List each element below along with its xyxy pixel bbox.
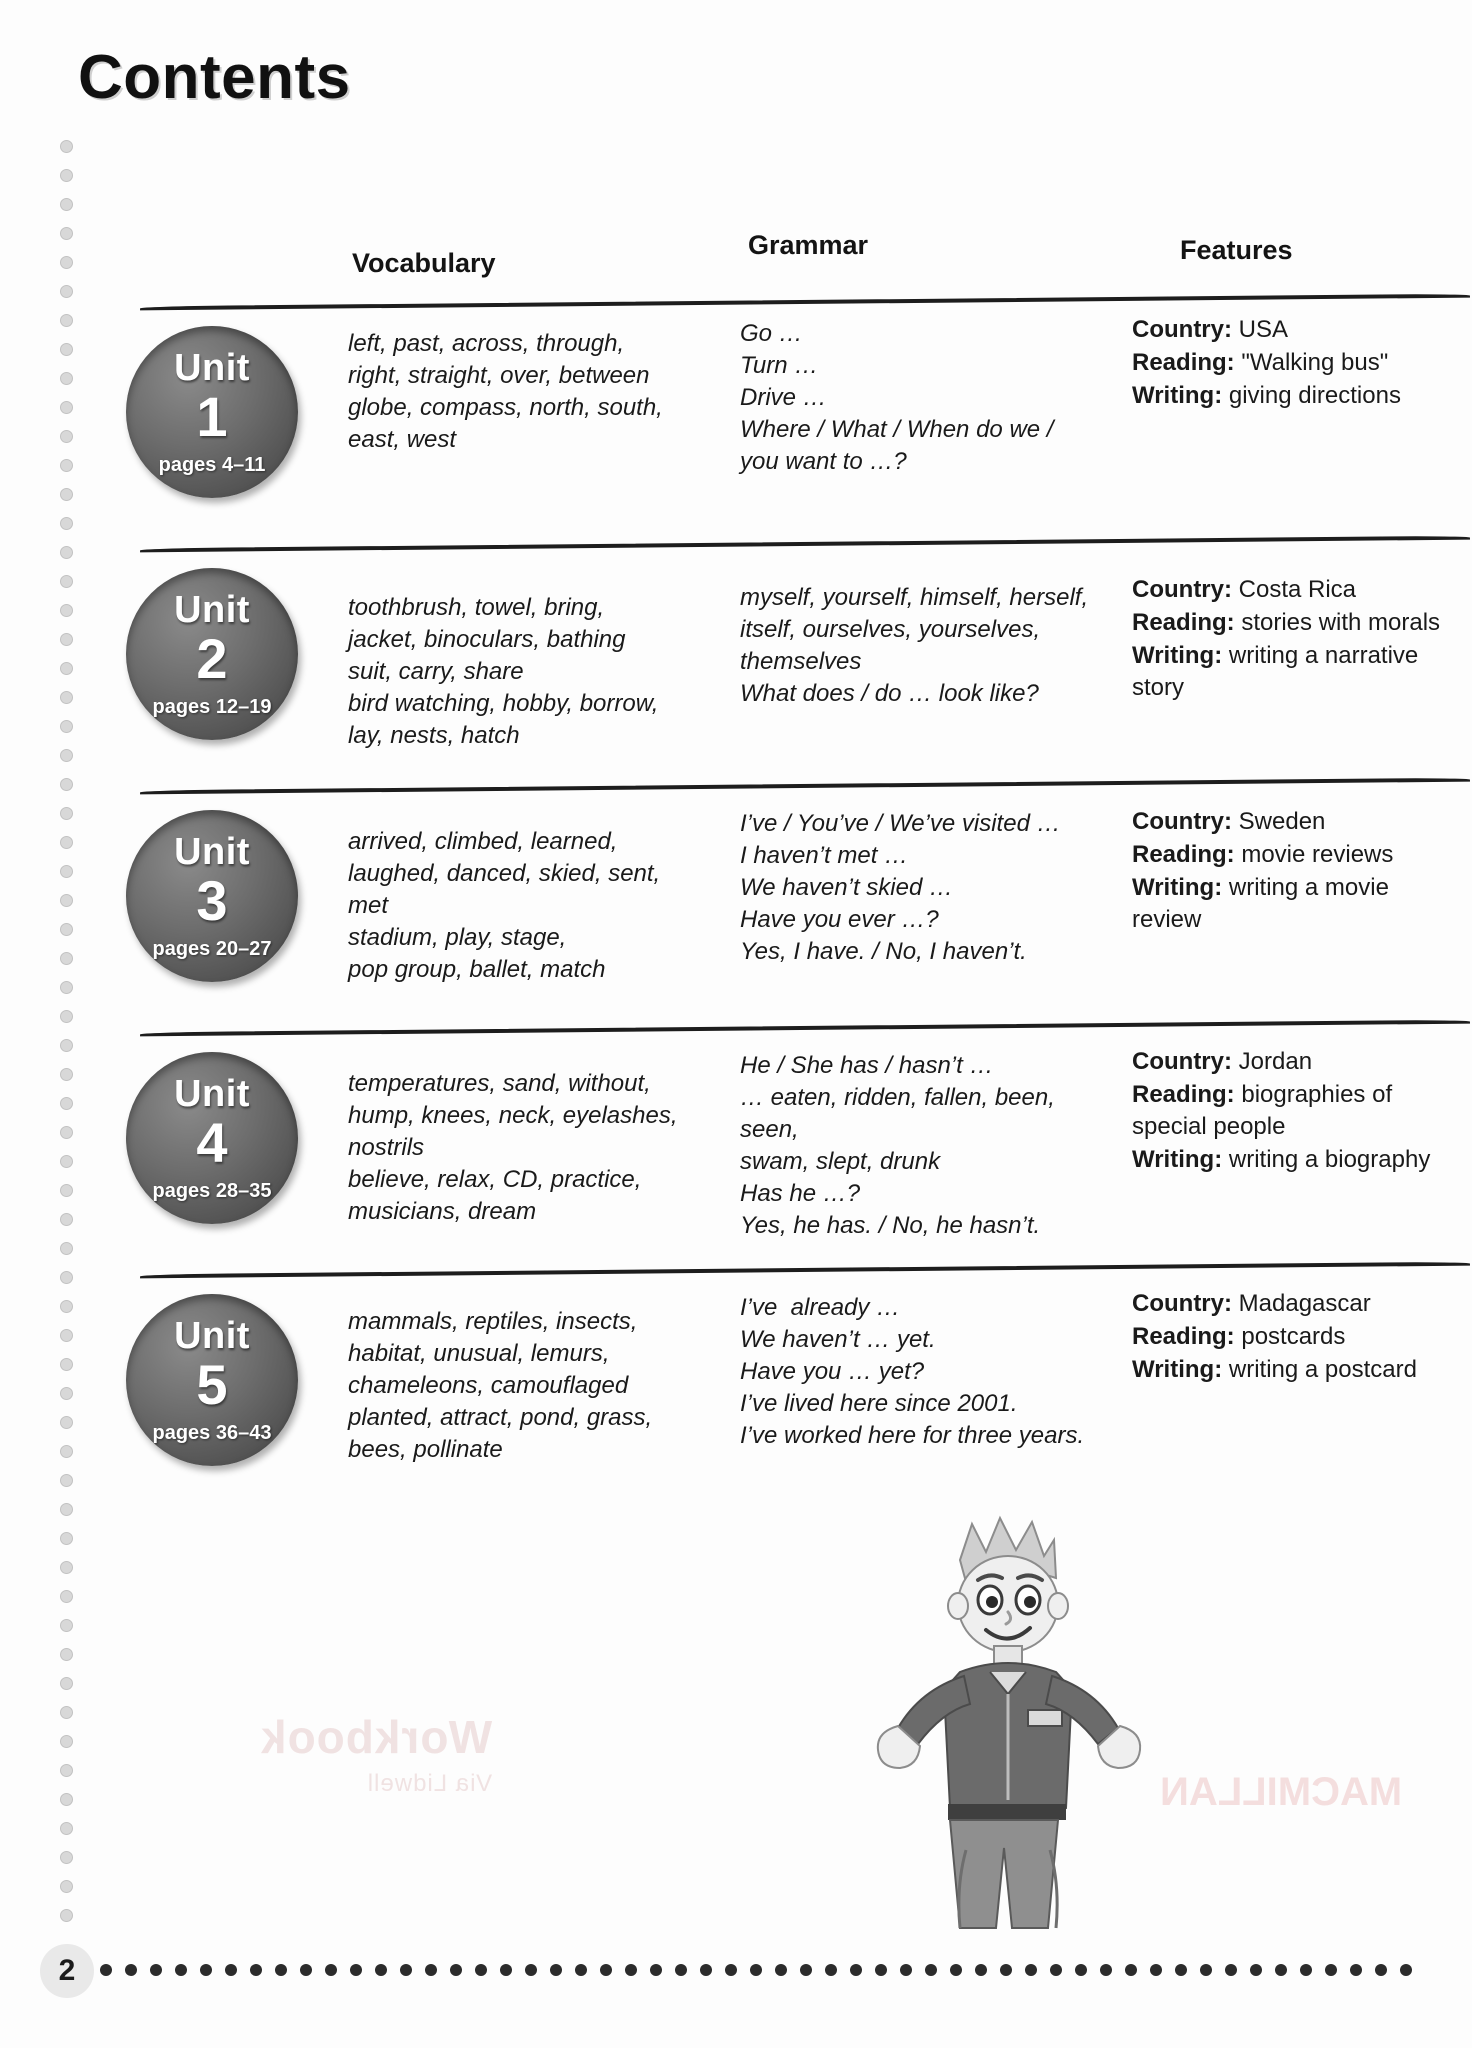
unit-features xyxy=(1132,314,1452,413)
unit-features xyxy=(1132,1046,1452,1177)
spiral-hole xyxy=(60,807,73,820)
grammar-line: Have you … yet? xyxy=(740,1357,925,1385)
rule-dot xyxy=(275,1964,287,1976)
rule-dot xyxy=(525,1964,537,1976)
rule-dot xyxy=(325,1964,337,1976)
spiral-hole xyxy=(60,604,73,617)
rule-dot xyxy=(675,1964,687,1976)
spiral-hole xyxy=(60,1445,73,1458)
feature-line: Reading: stories with morals xyxy=(1132,608,1441,636)
column-header-features: Features xyxy=(1180,235,1293,265)
rule-dot xyxy=(1075,1964,1087,1976)
spiral-hole xyxy=(60,1561,73,1574)
spiral-hole xyxy=(60,1358,73,1371)
units-table xyxy=(110,300,1440,1510)
grammar-line: Yes, I have. / No, I haven’t. xyxy=(740,937,1027,965)
row-divider xyxy=(140,294,1470,311)
vocabulary-line: east, west xyxy=(348,425,457,453)
column-header-grammar: Grammar xyxy=(748,230,869,260)
grammar-line: Turn … xyxy=(740,351,819,379)
feature-label: Reading: xyxy=(1132,348,1235,376)
rule-dot xyxy=(1050,1964,1062,1976)
feature-line: Reading: "Walking bus" xyxy=(1132,348,1389,376)
spiral-hole xyxy=(60,343,73,356)
rule-dot xyxy=(1100,1964,1112,1976)
vocabulary-line: hump, knees, neck, eyelashes, xyxy=(348,1101,678,1129)
grammar-line: you want to …? xyxy=(740,447,907,475)
spiral-hole xyxy=(60,1880,73,1893)
vocabulary-line: bees, pollinate xyxy=(348,1435,503,1463)
feature-line: Reading: postcards xyxy=(1132,1322,1346,1350)
vocabulary-line: stadium, play, stage, xyxy=(348,923,567,951)
spiral-hole xyxy=(60,488,73,501)
unit-word: Unit xyxy=(174,1073,250,1115)
rule-dot xyxy=(100,1964,112,1976)
spiral-hole xyxy=(60,865,73,878)
unit-number: 4 xyxy=(196,1111,228,1174)
spiral-hole xyxy=(60,1706,73,1719)
spiral-hole xyxy=(60,720,73,733)
page-number: 2 xyxy=(40,1944,94,1998)
vocabulary-line: believe, relax, CD, practice, xyxy=(348,1165,642,1193)
table-row xyxy=(110,784,1440,1026)
rule-dot xyxy=(725,1964,737,1976)
spiral-hole xyxy=(60,372,73,385)
rule-dot xyxy=(1325,1964,1337,1976)
unit-grammar xyxy=(740,808,1110,968)
rule-dot xyxy=(575,1964,587,1976)
rule-dot xyxy=(475,1964,487,1976)
rule-dot xyxy=(375,1964,387,1976)
vocabulary-line: chameleons, camouflaged xyxy=(348,1371,629,1399)
table-row xyxy=(110,1026,1440,1268)
spiral-hole xyxy=(60,227,73,240)
unit-grammar xyxy=(740,1050,1110,1241)
rule-dot xyxy=(1375,1964,1387,1976)
rule-dot xyxy=(125,1964,137,1976)
feature-label: Country: xyxy=(1132,1290,1232,1317)
table-row xyxy=(110,542,1440,784)
grammar-line: itself, ourselves, yourselves, xyxy=(740,615,1041,643)
spiral-hole xyxy=(60,1155,73,1168)
vocabulary-line: left, past, across, through, xyxy=(348,330,625,357)
spiral-hole xyxy=(60,546,73,559)
spiral-hole xyxy=(60,1764,73,1777)
feature-label: Country: xyxy=(1132,1048,1232,1075)
watermark-publisher: MACMILLAN xyxy=(1159,1770,1402,1814)
rule-dot xyxy=(200,1964,212,1976)
rule-dot xyxy=(800,1964,812,1976)
grammar-line: I’ve worked here for three years. xyxy=(740,1421,1085,1449)
rule-dot xyxy=(600,1964,612,1976)
page-title: Contents xyxy=(78,43,351,112)
feature-label: Writing: xyxy=(1132,1355,1223,1383)
unit-word: Unit xyxy=(174,589,250,631)
unit-number: 1 xyxy=(196,385,228,448)
spiral-hole xyxy=(60,1300,73,1313)
unit-vocabulary xyxy=(348,328,678,456)
spiral-hole xyxy=(60,1184,73,1197)
watermark-title: Workbook xyxy=(260,1711,493,1763)
unit-features xyxy=(1132,806,1452,937)
grammar-line: I’ve already … xyxy=(740,1294,901,1321)
vocabulary-line: habitat, unusual, lemurs, xyxy=(348,1339,610,1367)
spiral-hole xyxy=(60,1271,73,1284)
spiral-hole xyxy=(60,1822,73,1835)
spiral-hole xyxy=(60,140,73,153)
spiral-hole xyxy=(60,285,73,298)
spiral-hole xyxy=(60,459,73,472)
grammar-line: … eaten, ridden, fallen, been, seen, xyxy=(740,1083,1062,1143)
rule-dot xyxy=(450,1964,462,1976)
rule-dot xyxy=(400,1964,412,1976)
vocabulary-line: arrived, climbed, learned, xyxy=(348,828,618,855)
unit-word: Unit xyxy=(174,1315,250,1357)
spiral-hole xyxy=(60,1648,73,1661)
grammar-line: He / She has / hasn’t … xyxy=(740,1052,994,1079)
rule-dot xyxy=(1000,1964,1012,1976)
unit-grammar xyxy=(740,582,1110,710)
unit-pages: pages 4–11 xyxy=(158,454,266,476)
vocabulary-line: jacket, binoculars, bathing xyxy=(348,625,626,653)
spiral-hole xyxy=(60,1387,73,1400)
rule-dot xyxy=(925,1964,937,1976)
grammar-line: We haven’t … yet. xyxy=(740,1325,936,1353)
spiral-hole xyxy=(60,1851,73,1864)
spiral-hole xyxy=(60,981,73,994)
unit-pages: pages 20–27 xyxy=(152,938,272,960)
feature-label: Writing: xyxy=(1132,381,1223,409)
spiral-hole xyxy=(60,430,73,443)
vocabulary-line: pop group, ballet, match xyxy=(348,955,606,983)
unit-word: Unit xyxy=(174,347,250,389)
unit-features xyxy=(1132,1288,1452,1387)
spiral-hole xyxy=(60,1590,73,1603)
spiral-hole xyxy=(60,1474,73,1487)
table-row xyxy=(110,300,1440,542)
unit-number: 5 xyxy=(196,1353,228,1416)
vocabulary-line: globe, compass, north, south, xyxy=(348,393,663,421)
grammar-line: Where / What / When do we / xyxy=(740,415,1054,443)
rule-dot xyxy=(1250,1964,1262,1976)
unit-badge[interactable] xyxy=(126,568,298,740)
unit-badge[interactable] xyxy=(126,1052,298,1224)
vocabulary-line: planted, attract, pond, grass, xyxy=(348,1403,653,1431)
rule-dot xyxy=(250,1964,262,1976)
rule-dot xyxy=(775,1964,787,1976)
spiral-hole xyxy=(60,691,73,704)
spiral-hole xyxy=(60,1909,73,1922)
rule-dot xyxy=(875,1964,887,1976)
watermark-subtitle: Via Lidwell xyxy=(366,1770,493,1797)
grammar-line: Yes, he has. / No, he hasn’t. xyxy=(740,1211,1041,1239)
unit-pages: pages 12–19 xyxy=(152,696,272,718)
rule-dot xyxy=(975,1964,987,1976)
spiral-hole xyxy=(60,517,73,530)
spiral-hole xyxy=(60,836,73,849)
feature-line: Reading: movie reviews xyxy=(1132,840,1394,868)
vocabulary-line: lay, nests, hatch xyxy=(348,721,520,749)
vocabulary-line: musicians, dream xyxy=(348,1197,537,1225)
boy-illustration xyxy=(840,1500,1180,1930)
feature-line: Country: Sweden xyxy=(1132,808,1326,835)
rule-dot xyxy=(550,1964,562,1976)
feature-line: Country: Costa Rica xyxy=(1132,576,1357,603)
spiral-binding xyxy=(60,140,82,1930)
grammar-line: themselves xyxy=(740,647,862,675)
feature-label: Country: xyxy=(1132,576,1232,603)
spiral-hole xyxy=(60,1619,73,1632)
rule-dot xyxy=(1275,1964,1287,1976)
rule-dot xyxy=(1025,1964,1037,1976)
feature-line: Country: Jordan xyxy=(1132,1048,1313,1075)
rule-dot xyxy=(225,1964,237,1976)
spiral-hole xyxy=(60,198,73,211)
feature-label: Writing: xyxy=(1132,641,1223,669)
unit-grammar xyxy=(740,1292,1110,1452)
vocabulary-line: mammals, reptiles, insects, xyxy=(348,1308,638,1335)
spiral-hole xyxy=(60,662,73,675)
spiral-hole xyxy=(60,1532,73,1545)
grammar-line: I’ve / You’ve / We’ve visited … xyxy=(740,810,1061,837)
feature-label: Country: xyxy=(1132,316,1232,343)
vocabulary-line: laughed, danced, skied, sent, xyxy=(348,859,661,887)
feature-line: Writing: writing a biography xyxy=(1132,1145,1431,1173)
feature-line: Writing: writing a movie review xyxy=(1132,873,1396,933)
vocabulary-line: suit, carry, share xyxy=(348,657,524,685)
spiral-hole xyxy=(60,1503,73,1516)
spiral-hole xyxy=(60,1010,73,1023)
unit-vocabulary xyxy=(348,592,678,752)
feature-label: Writing: xyxy=(1132,873,1223,901)
rule-dot xyxy=(1200,1964,1212,1976)
rule-dot xyxy=(1175,1964,1187,1976)
grammar-line: Go … xyxy=(740,320,803,347)
vocabulary-line: temperatures, sand, without, xyxy=(348,1070,651,1097)
feature-line: Writing: writing a postcard xyxy=(1132,1355,1417,1383)
feature-line: Writing: giving directions xyxy=(1132,381,1401,409)
column-header-vocabulary: Vocabulary xyxy=(352,248,496,278)
spiral-hole xyxy=(60,314,73,327)
spiral-hole xyxy=(60,169,73,182)
rule-dot xyxy=(950,1964,962,1976)
spiral-hole xyxy=(60,1126,73,1139)
spiral-hole xyxy=(60,1242,73,1255)
feature-label: Reading: xyxy=(1132,608,1235,636)
rule-dot xyxy=(850,1964,862,1976)
spiral-hole xyxy=(60,1735,73,1748)
watermark-workbook xyxy=(260,1710,492,1798)
rule-dot xyxy=(1225,1964,1237,1976)
rule-dot xyxy=(825,1964,837,1976)
grammar-line: I haven’t met … xyxy=(740,841,909,869)
spiral-hole xyxy=(60,401,73,414)
vocabulary-line: met xyxy=(348,891,389,919)
rule-dot xyxy=(900,1964,912,1976)
feature-line: Reading: biographies of special people xyxy=(1132,1080,1399,1140)
spiral-hole xyxy=(60,894,73,907)
spiral-hole xyxy=(60,1039,73,1052)
unit-badge[interactable] xyxy=(126,326,298,498)
rule-dot xyxy=(350,1964,362,1976)
rule-dot xyxy=(650,1964,662,1976)
grammar-line: What does / do … look like? xyxy=(740,679,1039,707)
spiral-hole xyxy=(60,778,73,791)
vocabulary-line: toothbrush, towel, bring, xyxy=(348,594,605,621)
unit-badge[interactable] xyxy=(126,810,298,982)
feature-label: Country: xyxy=(1132,808,1232,835)
rule-dot xyxy=(425,1964,437,1976)
grammar-line: swam, slept, drunk xyxy=(740,1147,941,1175)
rule-dot xyxy=(500,1964,512,1976)
rule-dot xyxy=(175,1964,187,1976)
spiral-hole xyxy=(60,256,73,269)
feature-label: Reading: xyxy=(1132,1080,1235,1108)
spiral-hole xyxy=(60,1416,73,1429)
unit-badge[interactable] xyxy=(126,1294,298,1466)
spiral-hole xyxy=(60,1068,73,1081)
rule-dot xyxy=(1400,1964,1412,1976)
unit-features xyxy=(1132,574,1452,705)
table-row xyxy=(110,1268,1440,1510)
grammar-line: We haven’t skied … xyxy=(740,873,953,901)
rule-dot xyxy=(150,1964,162,1976)
spiral-hole xyxy=(60,923,73,936)
spiral-hole xyxy=(60,952,73,965)
unit-pages: pages 28–35 xyxy=(152,1180,272,1202)
feature-line: Writing: writing a narrative story xyxy=(1132,641,1425,701)
rule-dot xyxy=(1150,1964,1162,1976)
unit-pages: pages 36–43 xyxy=(152,1422,272,1444)
grammar-line: myself, yourself, himself, herself, xyxy=(740,584,1089,611)
grammar-line: I’ve lived here since 2001. xyxy=(740,1389,1018,1417)
vocabulary-line: right, straight, over, between xyxy=(348,361,650,389)
vocabulary-line: bird watching, hobby, borrow, xyxy=(348,689,659,717)
spiral-hole xyxy=(60,749,73,762)
unit-grammar xyxy=(740,318,1110,478)
rule-dot xyxy=(1300,1964,1312,1976)
rule-dot xyxy=(750,1964,762,1976)
spiral-hole xyxy=(60,575,73,588)
grammar-line: Drive … xyxy=(740,383,827,411)
unit-number: 3 xyxy=(196,869,228,932)
rule-dot xyxy=(300,1964,312,1976)
rule-dot xyxy=(625,1964,637,1976)
spiral-hole xyxy=(60,1793,73,1806)
rule-dot xyxy=(1125,1964,1137,1976)
unit-vocabulary xyxy=(348,1306,678,1466)
spiral-hole xyxy=(60,1213,73,1226)
unit-vocabulary xyxy=(348,826,678,986)
spiral-hole xyxy=(60,1329,73,1342)
feature-label: Writing: xyxy=(1132,1145,1223,1173)
feature-label: Reading: xyxy=(1132,1322,1235,1350)
grammar-line: Have you ever …? xyxy=(740,905,939,933)
grammar-line: Has he …? xyxy=(740,1179,861,1207)
spiral-hole xyxy=(60,1097,73,1110)
spiral-hole xyxy=(60,633,73,646)
unit-vocabulary xyxy=(348,1068,678,1228)
feature-label: Reading: xyxy=(1132,840,1235,868)
vocabulary-line: nostrils xyxy=(348,1133,425,1161)
rule-dot xyxy=(1350,1964,1362,1976)
feature-line: Country: USA xyxy=(1132,316,1288,343)
unit-number: 2 xyxy=(196,627,228,690)
feature-line: Country: Madagascar xyxy=(1132,1290,1371,1317)
unit-word: Unit xyxy=(174,831,250,873)
rule-dot xyxy=(700,1964,712,1976)
bottom-dotted-rule xyxy=(100,1964,1430,1976)
spiral-hole xyxy=(60,1677,73,1690)
